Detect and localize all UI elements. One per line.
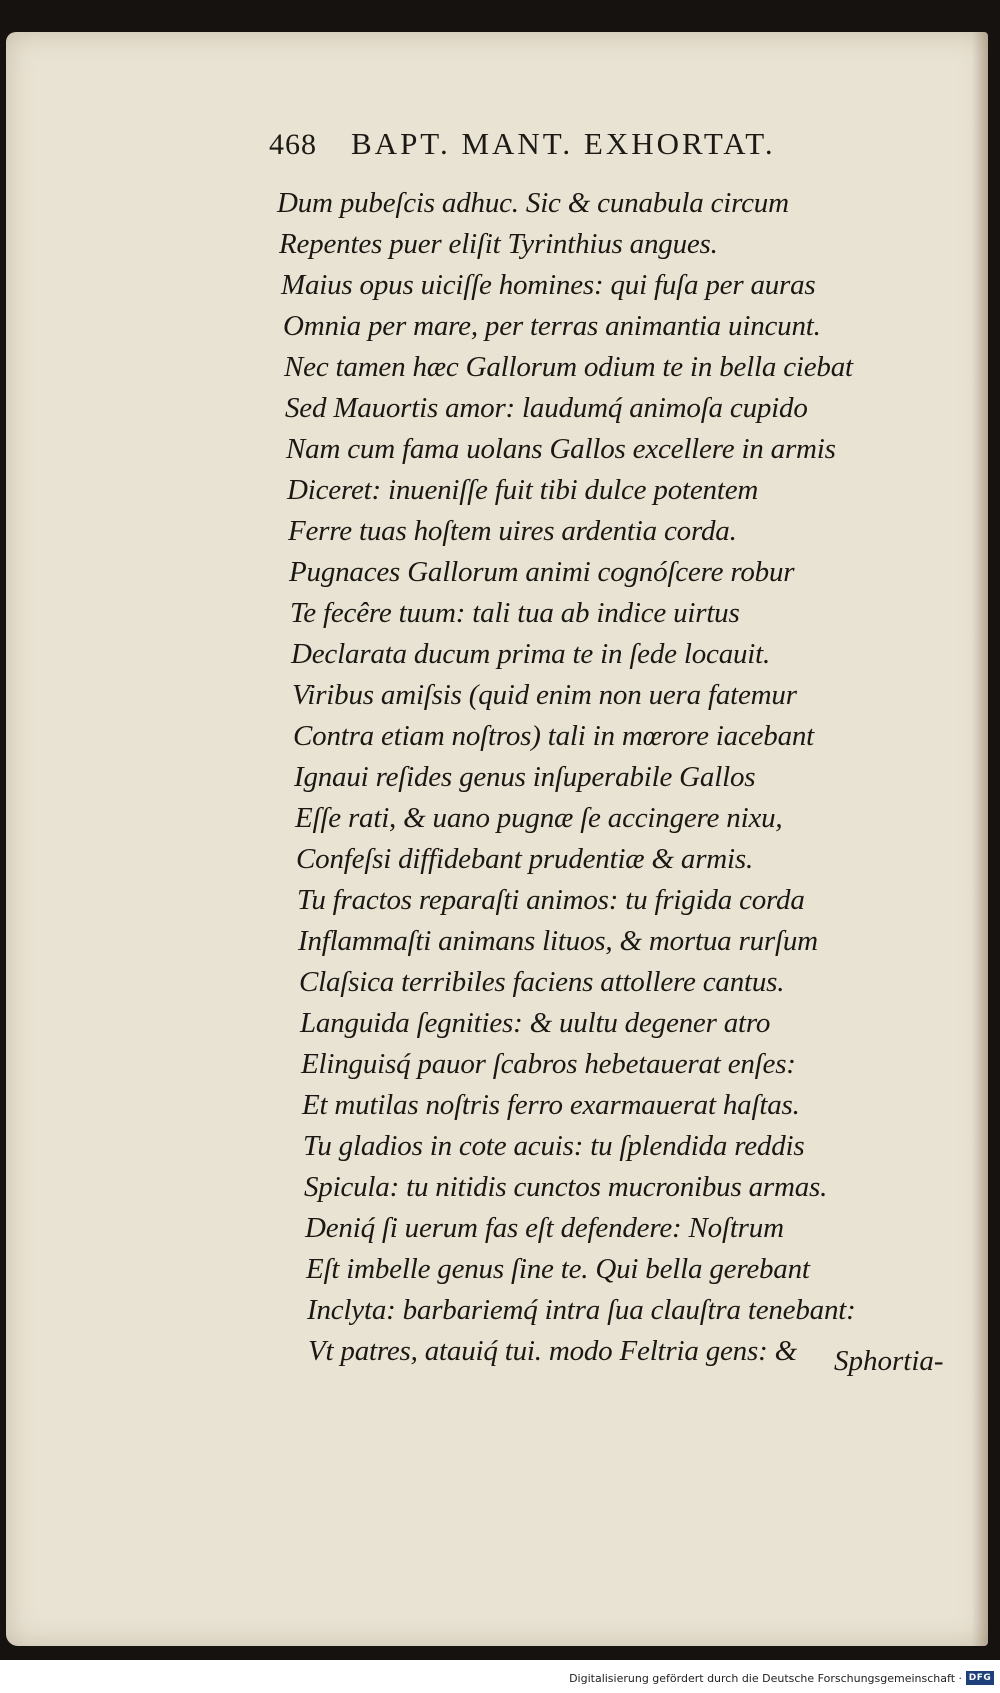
verse-line: Declarata ducum prima te in ſede locauit. <box>291 638 771 670</box>
verse-line: Dum pubeſcis adhuc. Sic & cunabula circum <box>277 187 789 219</box>
verse-line: Inflammaſti animans lituos, & mortua rurſum <box>298 925 818 957</box>
verse-line: Tu gladios in cote acuis: tu ſplendida reddis <box>303 1130 805 1162</box>
verse-line: Vt patres, atauiq́ tui. modo Feltria gens: & <box>308 1335 797 1367</box>
verse-line: Et mutilas noſtris ferro exarmauerat haſtas. <box>302 1089 800 1121</box>
dfg-logo: DFG <box>966 1671 994 1685</box>
digitization-credit <box>569 1669 994 1687</box>
verse-line: Eſt imbelle genus ſine te. Qui bella gerebant <box>306 1253 810 1285</box>
verse-line: Contra etiam noſtros) tali in mœrore iacebant <box>293 720 815 752</box>
verse-line: Viribus amiſsis (quid enim non uera fatemur <box>292 679 797 711</box>
verse-line: Nec tamen hæc Gallorum odium te in bella ciebat <box>284 351 853 383</box>
verse-line: Claſsica terribiles faciens attollere cantus. <box>299 966 785 998</box>
verse-line: Omnia per mare, per terras animantia uincunt. <box>283 310 821 342</box>
verse-line: Ferre tuas hoſtem uires ardentia corda. <box>288 515 737 547</box>
book-page <box>6 32 988 1646</box>
verse-line: Tu fractos reparaſti animos: tu frigida corda <box>297 884 805 916</box>
verse-line: Sed Mauortis amor: laudumq́ animoſa cupido <box>285 392 808 424</box>
catchword: Sphortia- <box>834 1345 944 1377</box>
verse-line: Maius opus uiciſſe homines: qui fuſa per auras <box>281 269 816 301</box>
verse-line: Confeſsi diffidebant prudentiæ & armis. <box>296 843 754 875</box>
verse-line: Ignaui reſides genus inſuperabile Gallos <box>294 761 756 793</box>
verse-block <box>6 32 988 1646</box>
verse-line: Pugnaces Gallorum animi cognóſcere robur <box>289 556 795 588</box>
page-number: 468 <box>269 128 317 161</box>
verse-line: Spicula: tu nitidis cunctos mucronibus armas. <box>304 1171 828 1203</box>
verse-line: Deniq́ ſi uerum fas eſt defendere: Noſtrum <box>305 1212 784 1244</box>
verse-line: Nam cum fama uolans Gallos excellere in armis <box>286 433 836 465</box>
verse-line: Elinguisq́ pauor ſcabros hebetauerat enſes: <box>301 1048 796 1080</box>
verse-line: Eſſe rati, & uano pugnæ ſe accingere nixu, <box>295 802 783 834</box>
verse-line: Languida ſegnities: & uultu degener atro <box>300 1007 771 1039</box>
verse-line: Repentes puer eliſit Tyrinthius angues. <box>279 228 718 260</box>
running-title: BAPT. MANT. EXHORTAT. <box>351 126 776 161</box>
footer-credit-text: Digitalisierung gefördert durch die Deutsche Forschungsgemeinschaft · <box>569 1671 962 1685</box>
verse-line: Inclyta: barbariemq́ intra ſua clauſtra tenebant: <box>307 1294 856 1326</box>
verse-line: Diceret: inueniſſe fuit tibi dulce potentem <box>287 474 759 506</box>
verse-line: Te fecêre tuum: tali tua ab indice uirtus <box>290 597 740 629</box>
